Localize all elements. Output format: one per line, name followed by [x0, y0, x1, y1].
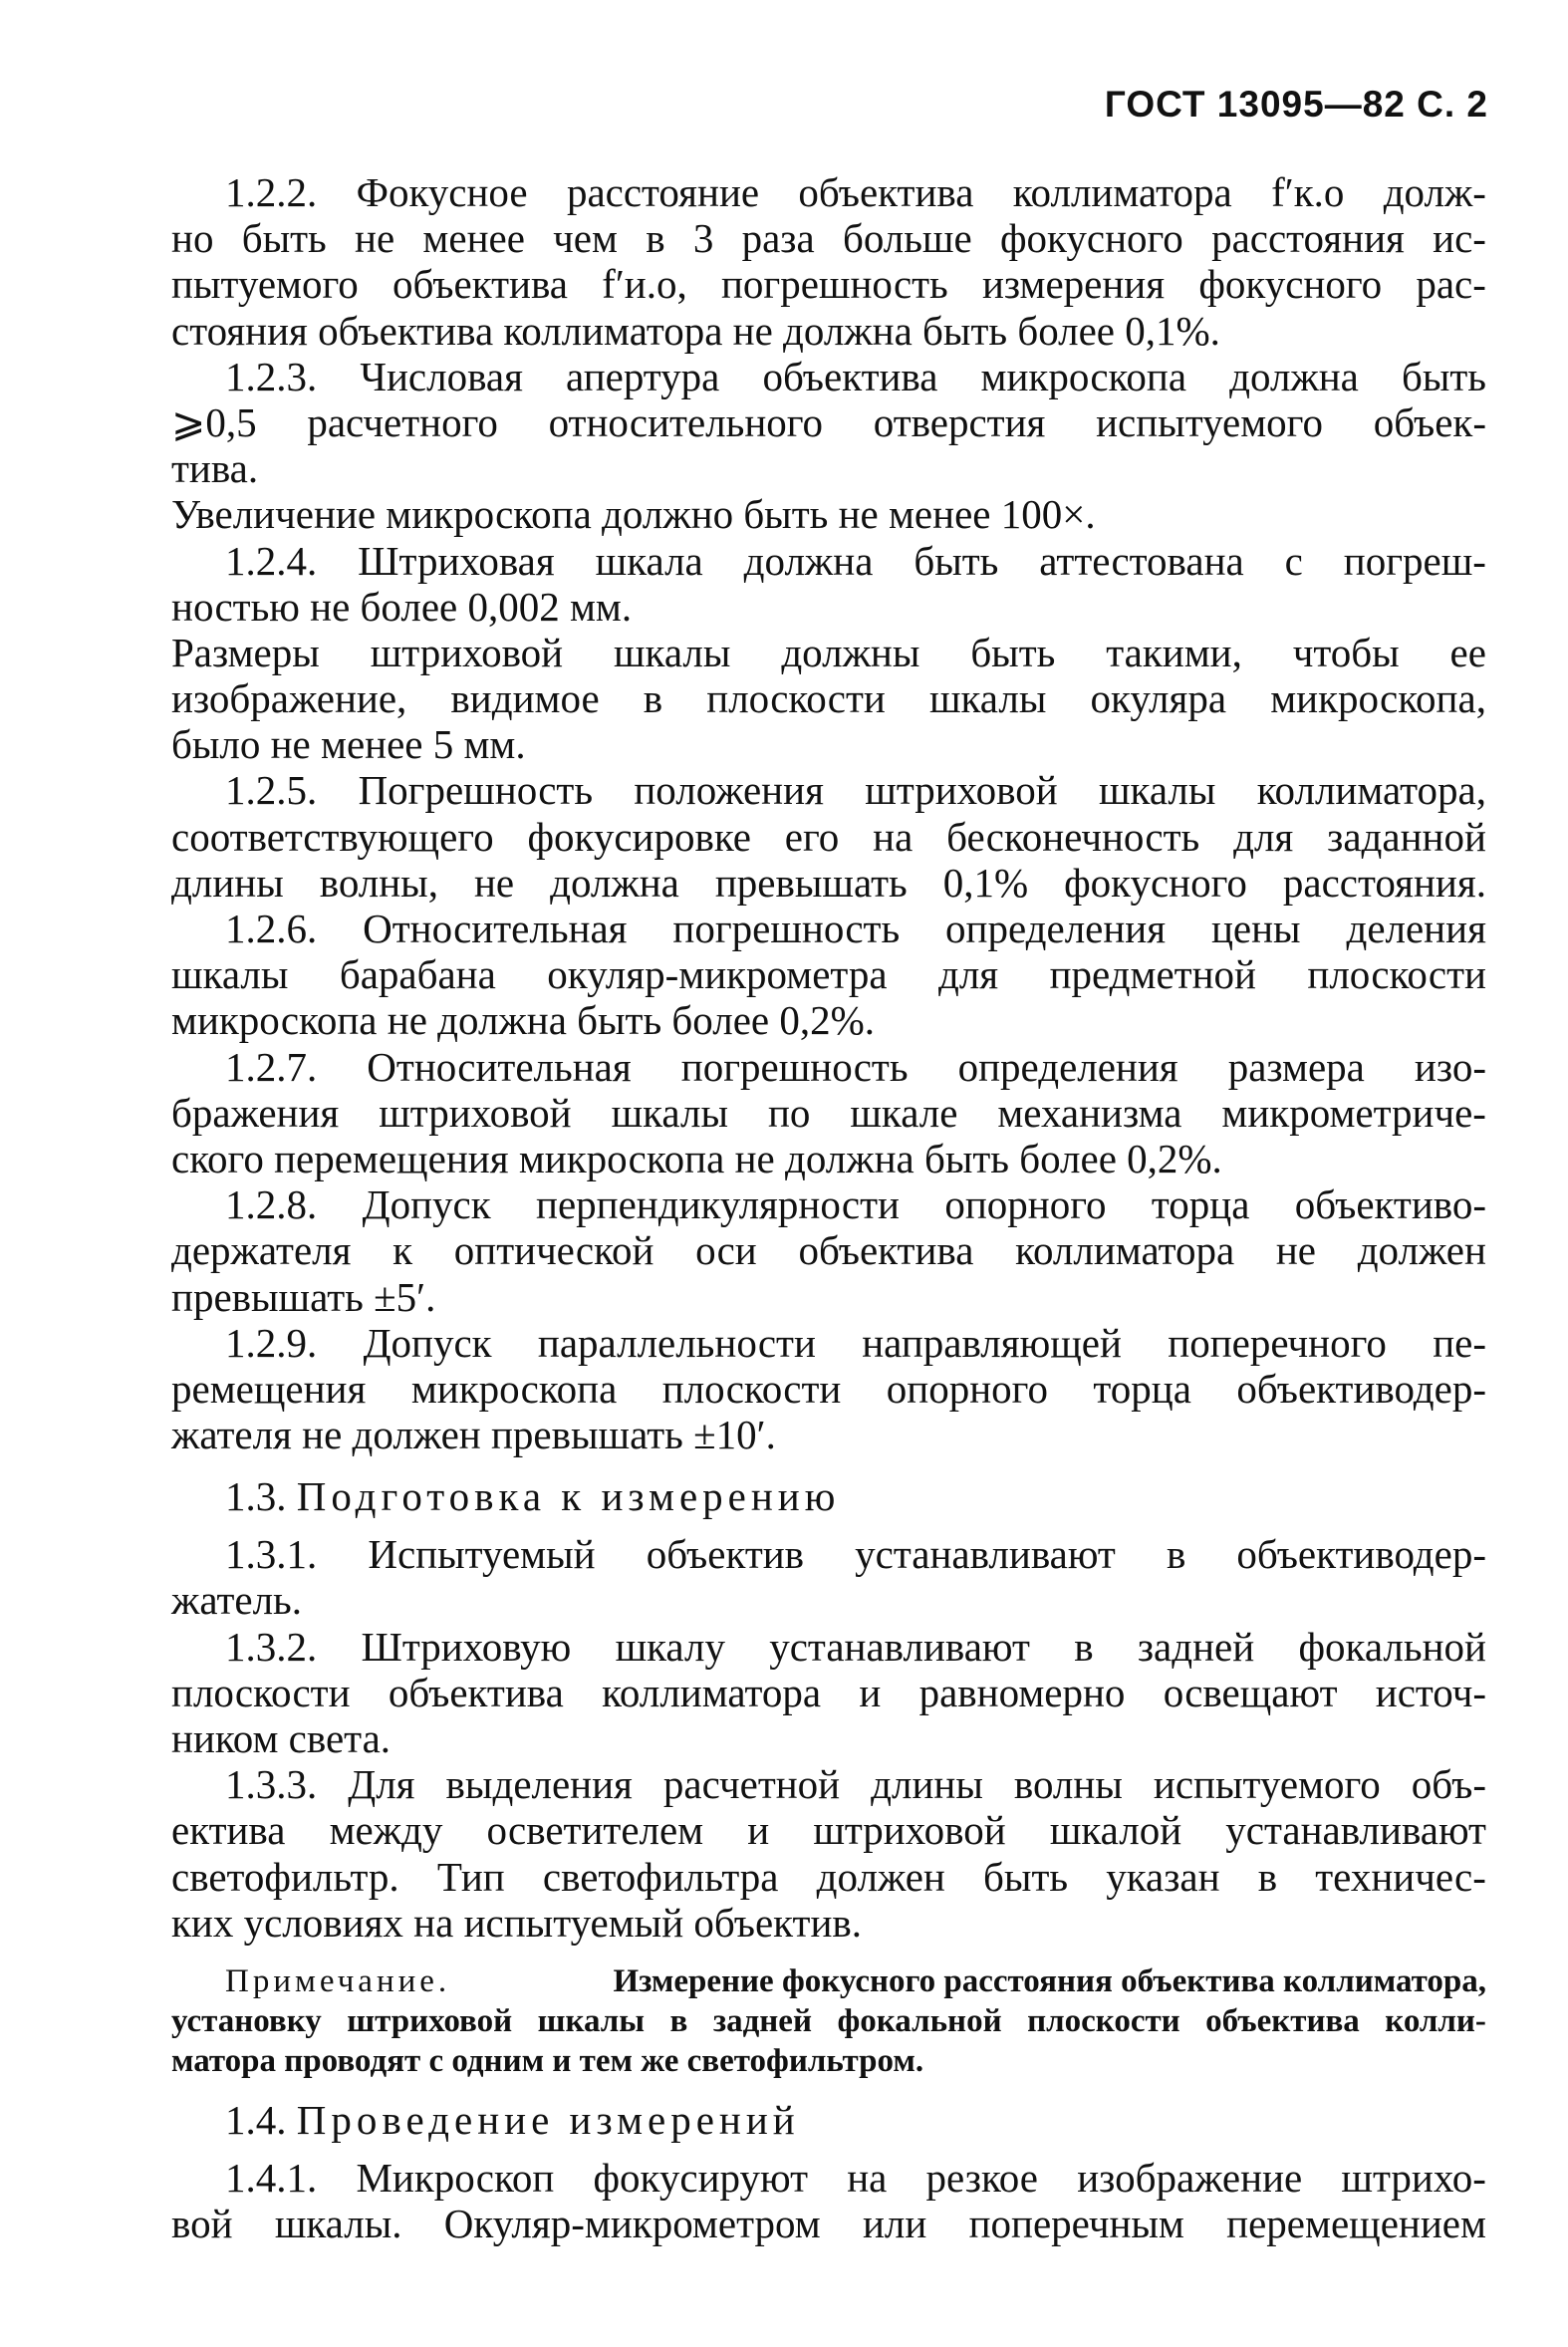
word: устанавливают	[855, 1531, 1116, 1578]
word: погрешность	[680, 1043, 909, 1090]
word: превышать	[714, 859, 908, 906]
word: штриховой	[865, 767, 1058, 814]
paragraph-1-3-1-line: жатель.	[171, 1577, 302, 1624]
word: окуляра	[1090, 675, 1227, 722]
word: Относительная	[363, 906, 628, 951]
word: резкое	[925, 2154, 1038, 2201]
word: ектива	[171, 1807, 286, 1854]
word: оптической	[453, 1227, 654, 1274]
word: направляющей	[862, 1319, 1122, 1366]
word: коллиматора	[602, 1669, 822, 1715]
paragraph-1-2-6-line: микроскопа не должна быть более 0,2%.	[171, 997, 875, 1044]
word: менее	[422, 215, 525, 262]
word: в	[646, 215, 665, 262]
paragraph-1-2-9-line	[171, 1320, 1486, 1366]
word: Размеры	[171, 629, 320, 675]
word: ее	[1449, 629, 1486, 675]
word: фокальной	[1298, 1623, 1486, 1670]
paragraph-1-2-8-line: превышать ±5′.	[171, 1273, 436, 1320]
word: чтобы	[1292, 629, 1400, 675]
word: коллиматора	[1012, 169, 1232, 215]
section-heading-1-3	[171, 1471, 1486, 1521]
section-number: 1.4.	[225, 2096, 287, 2143]
word: Погрешность	[358, 767, 594, 814]
word: заданной	[1327, 813, 1486, 860]
word: 1.2.4.	[225, 537, 318, 584]
word: должен	[1357, 1227, 1486, 1274]
paragraph-1-2-3-line	[171, 399, 1486, 445]
paragraph-1-2-2-line	[171, 261, 1486, 307]
word: больше	[842, 215, 972, 262]
word: Относительная	[367, 1043, 632, 1090]
word: установку	[171, 2002, 322, 2039]
word: бражения	[171, 1089, 340, 1136]
word: измерения	[981, 261, 1166, 308]
word: длины	[871, 1761, 983, 1808]
word: расчетной	[662, 1761, 841, 1808]
paragraph-1-2-9-line: жателя не должен превышать ±10′.	[171, 1412, 776, 1458]
word: фокусного	[1198, 261, 1383, 308]
word: 1.3.3.	[225, 1761, 318, 1808]
paragraph-1-2-3-line	[171, 354, 1486, 399]
word: объектива	[798, 169, 974, 215]
paragraph-1-2-6-line	[171, 906, 1486, 951]
word: 1.4.1.	[225, 2154, 318, 2201]
word: равномерно	[918, 1669, 1126, 1715]
word: техничес-	[1315, 1853, 1486, 1900]
word: плоскости	[661, 1365, 842, 1412]
word: 1.2.9.	[225, 1319, 318, 1366]
word: в	[1166, 1531, 1186, 1578]
word: 1.2.7.	[225, 1043, 318, 1090]
word: микроскопа,	[1270, 675, 1486, 722]
paragraph-1-2-9-line	[171, 1366, 1486, 1412]
word: f′к.о	[1271, 169, 1345, 215]
word: перемещением	[1226, 2201, 1486, 2247]
word: деления	[1346, 906, 1486, 951]
word: выделения	[445, 1761, 633, 1808]
word: на	[873, 813, 914, 860]
word: цены	[1210, 906, 1301, 951]
word: 0,1%	[942, 859, 1029, 906]
word: на	[847, 2154, 888, 2201]
word: ис-	[1433, 215, 1486, 262]
word: объектива	[762, 353, 938, 399]
word: колли-	[1385, 2002, 1486, 2039]
paragraph-1-2-2-line	[171, 169, 1486, 215]
word: Допуск	[362, 1181, 491, 1228]
word: устанавливают	[1225, 1807, 1486, 1854]
word: 1.2.5.	[225, 767, 318, 814]
word: объективо-	[1294, 1181, 1486, 1228]
word: параллельности	[537, 1319, 816, 1366]
word: должна	[550, 859, 679, 906]
paragraph-1-2-2-line: стояния объектива коллиматора не должна быть более 0,1%.	[171, 307, 1220, 354]
word: определения	[957, 1043, 1178, 1090]
word: 1.2.2.	[225, 169, 318, 215]
word: в	[669, 2002, 688, 2039]
word: вой	[171, 2201, 233, 2247]
word: испытуемого	[1153, 1761, 1381, 1808]
word: Числовая	[360, 353, 523, 399]
word: шкалы	[1098, 767, 1216, 814]
word: в	[1257, 1853, 1278, 1900]
word: опорного	[944, 1181, 1107, 1228]
word: и	[747, 1807, 770, 1854]
paragraph-1-2-7-line	[171, 1044, 1486, 1090]
paragraph-1-3-3-line	[171, 1807, 1486, 1853]
paragraph-1-2-5-line	[171, 860, 1486, 906]
word: шкалы.	[274, 2201, 402, 2247]
paragraph-1-4-1-line	[171, 2155, 1486, 2201]
word: быть	[1401, 353, 1486, 399]
word: между	[329, 1807, 443, 1854]
word: шкалы	[611, 1089, 728, 1136]
word: длины	[171, 859, 284, 906]
word: Фокусное	[356, 169, 528, 215]
word: объ-	[1411, 1761, 1486, 1808]
word: Микроскоп	[356, 2154, 555, 2201]
word: Окуляр-микрометром	[443, 2201, 821, 2247]
paragraph-1-2-4b-line	[171, 630, 1486, 675]
word: аттестована	[1039, 537, 1244, 584]
note-line: матора проводят с одним и тем же светофильтром.	[171, 2042, 924, 2079]
word: Допуск	[363, 1319, 492, 1366]
word: 1.3.2.	[225, 1623, 318, 1670]
word: быть	[983, 1853, 1069, 1900]
word: опорного	[886, 1365, 1048, 1412]
word: шкалу	[615, 1623, 725, 1670]
word: Штриховую	[361, 1623, 572, 1670]
paragraph-1-3-2-line	[171, 1670, 1486, 1715]
word: указан	[1106, 1853, 1220, 1900]
word: и	[859, 1669, 882, 1715]
word: фокусировке	[527, 813, 751, 860]
word: для	[1233, 813, 1294, 860]
word: волны,	[319, 859, 438, 906]
word: определения	[945, 906, 1167, 951]
section-heading-1-4	[171, 2095, 1486, 2145]
paragraph-1-2-3-line: тива.	[171, 445, 259, 492]
word: окуляр-микрометра	[547, 951, 888, 998]
word: изображение,	[171, 675, 407, 722]
word: штрихо-	[1341, 2154, 1486, 2201]
word: плоскости	[1307, 951, 1486, 998]
word: коллиматора	[1015, 1227, 1235, 1274]
section-number: 1.3.	[225, 1473, 287, 1520]
word: быть	[970, 629, 1056, 675]
word: плоскости	[1027, 2002, 1180, 2039]
word: к	[392, 1227, 413, 1274]
word: ремещения	[171, 1365, 367, 1412]
word: шкала	[595, 537, 703, 584]
paragraph-1-3-2-line: ником света.	[171, 1715, 392, 1761]
word: по	[767, 1089, 811, 1136]
note-line	[171, 2001, 1486, 2041]
word: пытуемого	[171, 261, 359, 308]
paragraph-1-3-3-line	[171, 1761, 1486, 1807]
word: для	[937, 951, 999, 998]
word: чем	[553, 215, 618, 262]
word: его	[784, 813, 840, 860]
word: не	[473, 859, 515, 906]
word: изо-	[1414, 1043, 1486, 1090]
word: устанавливают	[769, 1623, 1030, 1670]
word: расчетного	[307, 398, 498, 445]
word: расстояния.	[1282, 859, 1486, 906]
word: не	[355, 215, 395, 262]
word: изображение	[1077, 2154, 1303, 2201]
paragraph-1-2-3-magnification: Увеличение микроскопа должно быть не менее 100×.	[171, 491, 1096, 538]
word: оси	[695, 1227, 757, 1274]
word: апертура	[566, 353, 720, 399]
word: штриховой	[813, 1807, 1006, 1854]
word: 1.2.6.	[225, 906, 318, 951]
word: 1.2.3.	[225, 353, 318, 399]
paragraph-1-3-3-line: ких условиях на испытуемый объектив.	[171, 1899, 862, 1946]
word: объективодер-	[1236, 1531, 1486, 1578]
word: в	[643, 675, 663, 722]
word: микроскопа	[410, 1365, 618, 1412]
paragraph-1-2-5-line	[171, 767, 1486, 813]
word: соответствующего	[171, 813, 494, 860]
note-text: Измерение фокусного расстояния объектива коллиматора,	[613, 1962, 1486, 1999]
paragraph-1-2-8-line	[171, 1227, 1486, 1273]
word: в	[1074, 1623, 1094, 1670]
word: волны	[1013, 1761, 1123, 1808]
word: 1.2.8.	[225, 1181, 318, 1228]
word: погреш-	[1343, 537, 1486, 584]
word: торца	[1093, 1365, 1191, 1412]
word: с	[1284, 537, 1303, 584]
paragraph-1-3-1-line	[171, 1531, 1486, 1577]
word: Для	[348, 1761, 415, 1808]
word: такими,	[1106, 629, 1242, 675]
word: объектива	[1205, 2002, 1360, 2039]
word: задней	[712, 2002, 812, 2039]
paragraph-1-3-3-line	[171, 1854, 1486, 1900]
word: светофильтр.	[171, 1853, 399, 1900]
word: светофильтра	[542, 1853, 779, 1900]
word: объектива	[392, 261, 568, 308]
paragraph-1-2-5-line	[171, 814, 1486, 860]
word: шкале	[850, 1089, 958, 1136]
paragraph-1-4-1-line	[171, 2201, 1486, 2246]
word: фокусного	[1064, 859, 1247, 906]
word: шкалы	[928, 675, 1047, 722]
word: быть	[241, 215, 327, 262]
word: должен	[816, 1853, 945, 1900]
word: f′и.о,	[602, 261, 687, 308]
note-first-line	[171, 1961, 1486, 2001]
word: объектива	[798, 1227, 974, 1274]
word: предметной	[1049, 951, 1256, 998]
paragraph-1-2-8-line	[171, 1181, 1486, 1227]
word: держателя	[171, 1227, 352, 1274]
word: Испытуемый	[368, 1531, 596, 1578]
word: задней	[1137, 1623, 1255, 1670]
word: Тип	[436, 1853, 505, 1900]
word: поперечного	[1168, 1319, 1387, 1366]
word: поперечным	[968, 2201, 1184, 2247]
word: или	[862, 2201, 927, 2247]
word: 1.3.1.	[225, 1531, 318, 1578]
word: штриховой	[347, 2002, 513, 2039]
word: объектив	[646, 1531, 805, 1578]
word: коллиматора,	[1256, 767, 1486, 814]
word: шкалой	[1049, 1807, 1182, 1854]
paragraph-1-2-4-line	[171, 538, 1486, 584]
word: фокусного	[999, 215, 1183, 262]
word: шкалы	[537, 2002, 646, 2039]
word: бесконечность	[946, 813, 1200, 860]
word: должны	[781, 629, 920, 675]
word: испытуемого	[1096, 398, 1323, 445]
body-text	[171, 169, 1486, 2246]
section-title: Проведение измерений	[296, 2096, 800, 2143]
word: шкалы	[613, 629, 731, 675]
word: рас-	[1416, 261, 1486, 308]
word: Штриховая	[358, 537, 555, 584]
word: барабана	[339, 951, 496, 998]
word: фокусируют	[593, 2154, 808, 2201]
word: положения	[634, 767, 824, 814]
word: раза	[741, 215, 815, 262]
word: источ-	[1375, 1669, 1486, 1715]
paragraph-1-2-6-line	[171, 951, 1486, 997]
word: 3	[692, 215, 714, 262]
word: микроскопа	[980, 353, 1187, 399]
word: но	[171, 215, 214, 262]
paragraph-1-3-2-line	[171, 1624, 1486, 1670]
word: расстояния	[1211, 215, 1405, 262]
paragraph-1-2-7-line: ского перемещения микроскопа не должна быть более 0,2%.	[171, 1135, 1222, 1181]
paragraph-1-2-4b-line	[171, 675, 1486, 721]
word: видимое	[450, 675, 600, 722]
paragraph-1-2-2-line	[171, 215, 1486, 261]
page-header: ГОСТ 13095—82 С. 2	[1104, 84, 1488, 125]
word: торца	[1151, 1181, 1250, 1228]
word: должна	[743, 537, 874, 584]
word: пе-	[1433, 1319, 1486, 1366]
paragraph-1-2-4b-line: было не менее 5 мм.	[171, 721, 526, 768]
word: шкалы	[171, 951, 289, 998]
word: должна	[1229, 353, 1359, 399]
word: погрешность	[672, 906, 901, 951]
word: плоскости	[706, 675, 886, 722]
word: размера	[1227, 1043, 1365, 1090]
word: механизма	[997, 1089, 1182, 1136]
paragraph-1-2-7-line	[171, 1090, 1486, 1136]
paragraph-1-2-4-line: ностью не более 0,002 мм.	[171, 583, 633, 630]
section-title: Подготовка к измерению	[296, 1473, 841, 1520]
word: объективодер-	[1236, 1365, 1486, 1412]
word: штриховой	[379, 1089, 572, 1136]
word: штриховой	[370, 629, 564, 675]
word: объек-	[1373, 398, 1486, 445]
word: не	[1275, 1227, 1316, 1274]
word: микрометриче-	[1221, 1089, 1486, 1136]
word: перпендикулярности	[536, 1181, 900, 1228]
word: плоскости	[171, 1669, 351, 1715]
word: отверстия	[873, 398, 1046, 445]
word: объектива	[388, 1669, 564, 1715]
word: фокальной	[837, 2002, 1002, 2039]
word: ⩾0,5	[171, 398, 257, 445]
spacer	[171, 1946, 1486, 1961]
note-label: Примечание.	[225, 1962, 451, 1999]
word: осветителем	[486, 1807, 704, 1854]
word: расстояние	[566, 169, 760, 215]
word: быть	[914, 537, 999, 584]
word: относительного	[548, 398, 824, 445]
word: долж-	[1383, 169, 1486, 215]
word: погрешность	[720, 261, 948, 308]
word: освещают	[1163, 1669, 1338, 1715]
